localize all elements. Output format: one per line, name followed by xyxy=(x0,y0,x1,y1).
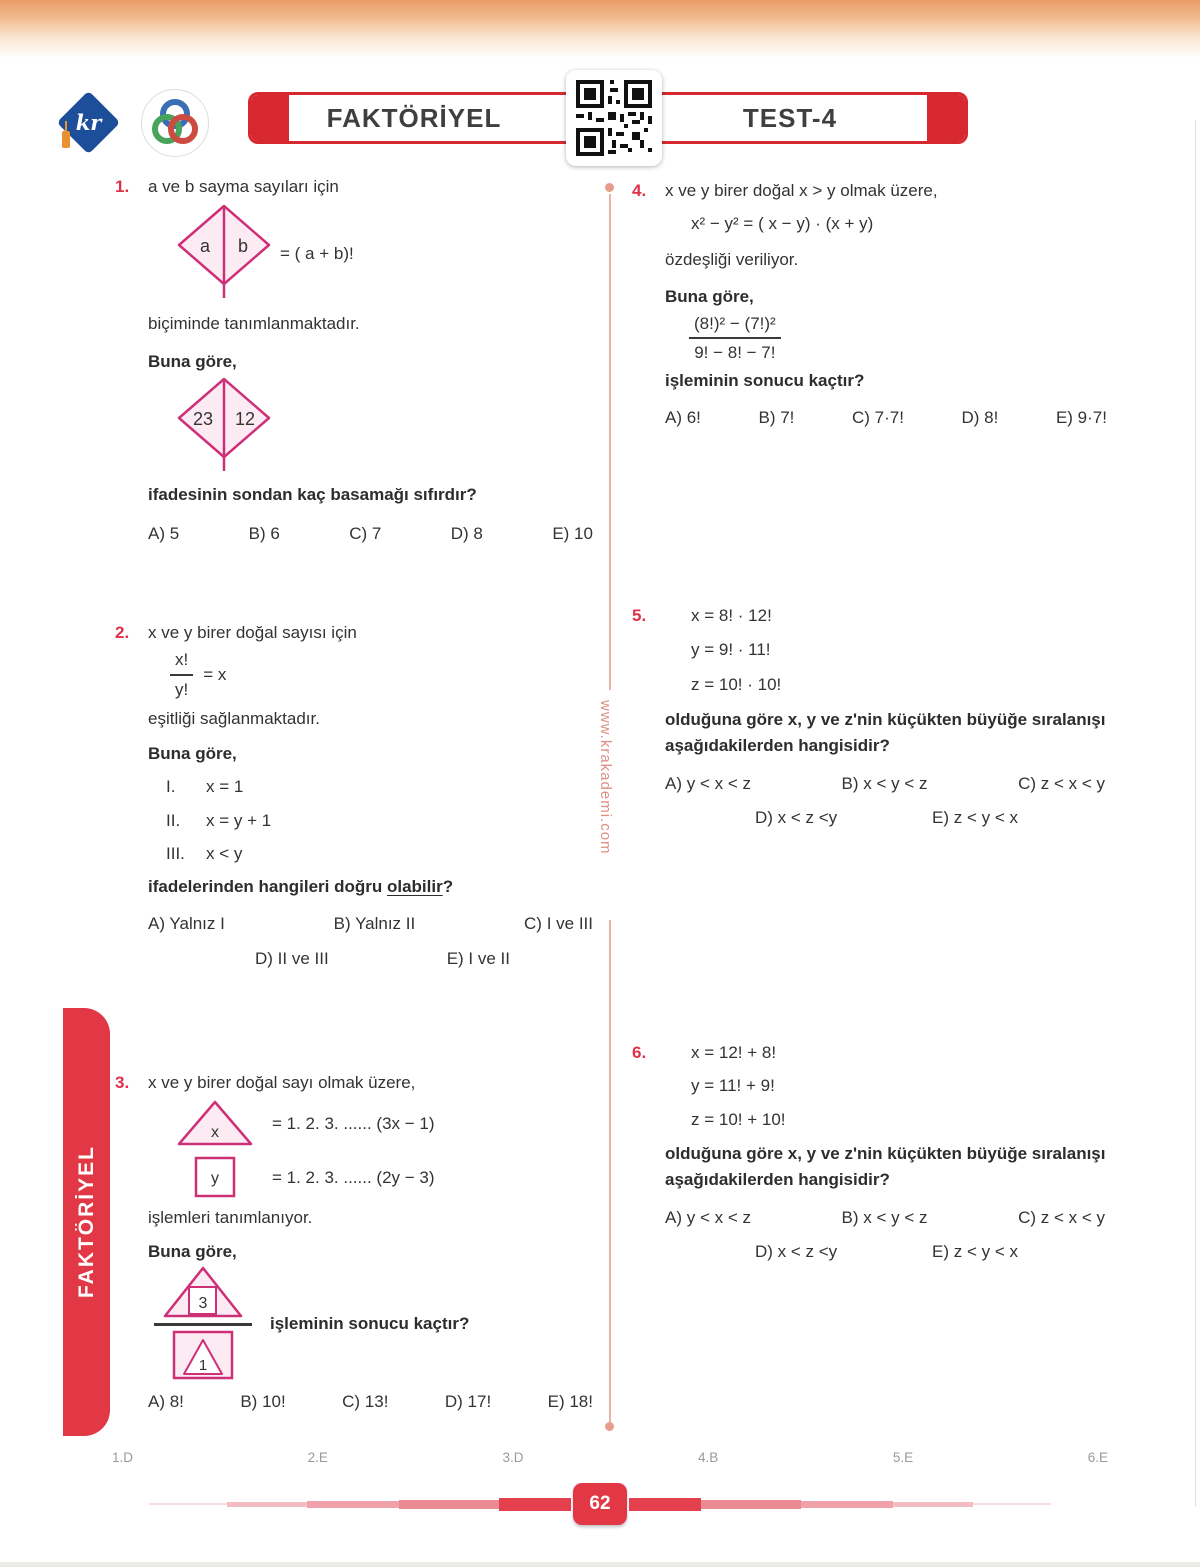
list-item xyxy=(148,843,595,864)
trefoil-rings-icon xyxy=(146,94,204,152)
banner-cap xyxy=(251,95,289,141)
question-1 xyxy=(115,176,595,544)
question-stem xyxy=(148,876,595,897)
page-number-badge: 62 xyxy=(573,1483,627,1525)
watermark-url: www.krakademi.com xyxy=(597,700,614,855)
test-banner xyxy=(612,92,968,144)
answer-key-item: 2.E xyxy=(307,1450,328,1465)
bar-segment xyxy=(893,1502,973,1507)
roman-numeral: I. xyxy=(166,777,176,797)
option-a: A) 8! xyxy=(148,1391,184,1411)
option-b: B) 6 xyxy=(248,524,280,543)
option-a: A) y < x < z xyxy=(665,1208,751,1228)
question-number: 6. xyxy=(632,1043,647,1062)
answer-key-item: 1.D xyxy=(112,1450,134,1465)
question-stem: olduğuna göre x, y ve z'nin küçükten büyüğe sıralanışı aşağıdakilerden hangisidir? xyxy=(665,709,1106,756)
top-gradient-band xyxy=(0,0,1200,58)
diamond-shape xyxy=(176,203,272,303)
option-c: C) z < x < y xyxy=(1018,1208,1105,1228)
option-e: E) 9·7! xyxy=(1055,407,1107,427)
bar-segment xyxy=(227,1502,307,1507)
given-line: x = 12! + 8! xyxy=(691,1043,777,1062)
chapter-tab-label: FAKTÖRİYEL xyxy=(74,1145,98,1299)
option-c: C) 7·7! xyxy=(851,407,904,427)
diamond-right-value: 12 xyxy=(234,408,256,429)
options-row xyxy=(665,773,1105,794)
bar-segment xyxy=(701,1500,801,1509)
fraction xyxy=(170,649,193,700)
tassel-icon xyxy=(62,131,70,148)
option-b: B) x < y < z xyxy=(841,774,928,794)
option-c: C) 7 xyxy=(349,524,382,543)
diamond-right-value: b xyxy=(237,236,249,257)
question-4 xyxy=(632,180,1110,428)
fraction xyxy=(689,313,781,364)
diamond-left-value: a xyxy=(199,236,211,257)
answer-key-item: 4.B xyxy=(698,1450,719,1465)
question-5 xyxy=(632,605,1110,828)
option-d: D) 8! xyxy=(961,407,999,427)
option-a: A) Yalnız I xyxy=(148,914,225,934)
question-stem: olduğuna göre x, y ve z'nin küçükten büyüğe sıralanışı aşağıdakilerden hangisidir? xyxy=(665,1143,1106,1190)
question-number: 1. xyxy=(115,177,130,196)
bar-segment xyxy=(499,1498,571,1511)
question-6 xyxy=(632,1042,1110,1262)
option-a: A) 6! xyxy=(665,407,701,427)
qr-pattern-icon xyxy=(576,80,652,156)
given-line: y = 11! + 9! xyxy=(691,1076,775,1096)
list-item-value: x = 1 xyxy=(206,777,244,797)
question-stem: ifadesinin sondan kaç basamağı sıfırdır? xyxy=(148,484,477,504)
options-row xyxy=(755,807,1018,828)
fraction-denominator: y! xyxy=(175,679,189,699)
given-line: y = 9! · 11! xyxy=(691,640,771,660)
square-with-triangle xyxy=(171,1329,235,1381)
given-line: z = 10! · 10! xyxy=(691,674,782,694)
footer-bar xyxy=(0,1482,1200,1526)
option-c: C) z < x < y xyxy=(1018,774,1105,794)
bar-segment xyxy=(973,1503,1051,1505)
question-number: 5. xyxy=(632,606,647,625)
question-text: işlemleri tanımlanıyor. xyxy=(148,1208,313,1228)
page-edge-line xyxy=(1195,120,1196,1507)
options-row xyxy=(755,1241,1018,1262)
divider-dot-top xyxy=(605,183,614,192)
question-text: biçiminde tanımlanmaktadır. xyxy=(148,314,360,334)
lead-in: Buna göre, xyxy=(148,1241,237,1261)
question-3 xyxy=(115,1072,595,1412)
stem-punct: ? xyxy=(442,877,454,896)
test-label: TEST-4 xyxy=(742,102,838,133)
stem-underlined: olabilir xyxy=(386,877,443,896)
answer-key-item: 6.E xyxy=(1087,1450,1108,1465)
question-number: 4. xyxy=(632,181,647,200)
lead-in: Buna göre, xyxy=(665,286,754,306)
list-item xyxy=(148,776,595,797)
chapter-tab xyxy=(63,1008,110,1436)
question-intro: x ve y birer doğal sayı olmak üzere, xyxy=(148,1073,416,1092)
identity-equation: x² − y² = ( x − y) · (x + y) xyxy=(691,214,874,234)
triangle-shape xyxy=(176,1099,254,1147)
diamond-definition: = ( a + b)! xyxy=(280,243,354,263)
roman-numeral: II. xyxy=(166,810,181,830)
question-stem: işleminin sonucu kaçtır? xyxy=(270,1313,470,1333)
option-b: B) 10! xyxy=(240,1391,286,1411)
fraction-numerator: x! xyxy=(170,649,193,675)
question-intro: a ve b sayma sayıları için xyxy=(148,177,339,196)
bar-segment xyxy=(801,1501,893,1508)
qr-code xyxy=(566,70,662,166)
rings-logo xyxy=(141,89,209,157)
diamond-left-value: 23 xyxy=(192,408,214,429)
option-e: E) I ve II xyxy=(446,948,510,968)
kr-logo-text: kr xyxy=(75,110,102,135)
page-bottom-edge xyxy=(0,1562,1200,1567)
option-c: C) I ve III xyxy=(524,914,593,934)
roman-list xyxy=(148,776,595,864)
list-item-value: x < y xyxy=(206,843,243,863)
lead-in: Buna göre, xyxy=(148,351,237,371)
given-line: x = 8! · 12! xyxy=(691,606,772,625)
fraction-top-value: 3 xyxy=(198,1294,208,1312)
triangle-label: x xyxy=(211,1124,219,1142)
option-e: E) z < y < x xyxy=(932,1241,1018,1261)
bar-segment xyxy=(149,1503,227,1505)
divider-dot-bottom xyxy=(605,1422,614,1431)
square-label: y xyxy=(211,1170,219,1188)
given-line: z = 10! + 10! xyxy=(691,1109,786,1129)
list-item xyxy=(148,810,595,831)
option-a: A) y < x < z xyxy=(665,774,751,794)
shape-fraction xyxy=(148,1266,258,1381)
option-d: D) II ve III xyxy=(255,948,329,968)
option-d: D) x < z <y xyxy=(755,1241,838,1261)
stem-text: ifadelerinden hangileri doğru xyxy=(148,877,387,896)
question-stem: işleminin sonucu kaçtır? xyxy=(665,370,865,390)
options-row xyxy=(665,1207,1105,1228)
square-shape xyxy=(193,1155,237,1199)
question-number: 2. xyxy=(115,623,130,642)
fraction-numerator: (8!)² − (7!)² xyxy=(689,313,781,339)
question-text: özdeşliği veriliyor. xyxy=(665,249,799,269)
fraction-denominator: 9! − 8! − 7! xyxy=(694,343,776,363)
list-item-value: x = y + 1 xyxy=(206,810,272,830)
triangle-with-square xyxy=(161,1266,245,1320)
answer-key-item: 5.E xyxy=(892,1450,914,1465)
options-row xyxy=(255,948,510,969)
question-intro: x ve y birer doğal sayısı için xyxy=(148,623,357,642)
banner-cap xyxy=(927,95,965,141)
option-d: D) 17! xyxy=(444,1391,492,1411)
question-number: 3. xyxy=(115,1073,130,1092)
option-e: E) 18! xyxy=(547,1391,593,1411)
triangle-definition: = 1. 2. 3. ...... (3x − 1) xyxy=(272,1113,435,1133)
lead-in: Buna göre, xyxy=(148,744,237,763)
bar-segment xyxy=(307,1501,399,1508)
question-text: eşitliği sağlanmaktadır. xyxy=(148,708,320,728)
option-c: C) 13! xyxy=(342,1391,389,1411)
topic-banner xyxy=(248,92,580,144)
option-d: D) 8 xyxy=(450,524,483,543)
square-definition: = 1. 2. 3. ...... (2y − 3) xyxy=(272,1167,435,1187)
option-e: E) z < y < x xyxy=(932,807,1018,827)
diamond-shape xyxy=(176,376,272,476)
options-row xyxy=(148,1391,593,1412)
question-2 xyxy=(115,622,595,969)
option-a: A) 5 xyxy=(148,524,180,543)
topic-title: FAKTÖRİYEL xyxy=(326,102,502,133)
answer-key-row xyxy=(112,1450,1108,1465)
bar-segment xyxy=(399,1500,499,1509)
option-b: B) Yalnız II xyxy=(333,914,416,934)
option-b: B) x < y < z xyxy=(841,1208,928,1228)
option-b: B) 7! xyxy=(758,407,795,427)
option-e: E) 10 xyxy=(552,524,593,543)
options-row xyxy=(148,913,593,934)
bar-segment xyxy=(629,1498,701,1511)
fraction-bar xyxy=(154,1323,252,1326)
fraction-bottom-value: 1 xyxy=(198,1356,208,1374)
option-d: D) x < z <y xyxy=(755,807,838,827)
answer-key-item: 3.D xyxy=(502,1450,524,1465)
column-divider xyxy=(609,920,611,1422)
roman-numeral: III. xyxy=(166,843,185,863)
options-row xyxy=(665,407,1107,428)
column-divider xyxy=(609,194,611,690)
fraction-equals: = x xyxy=(203,664,227,684)
question-intro: x ve y birer doğal x > y olmak üzere, xyxy=(665,181,938,200)
options-row xyxy=(148,523,593,544)
